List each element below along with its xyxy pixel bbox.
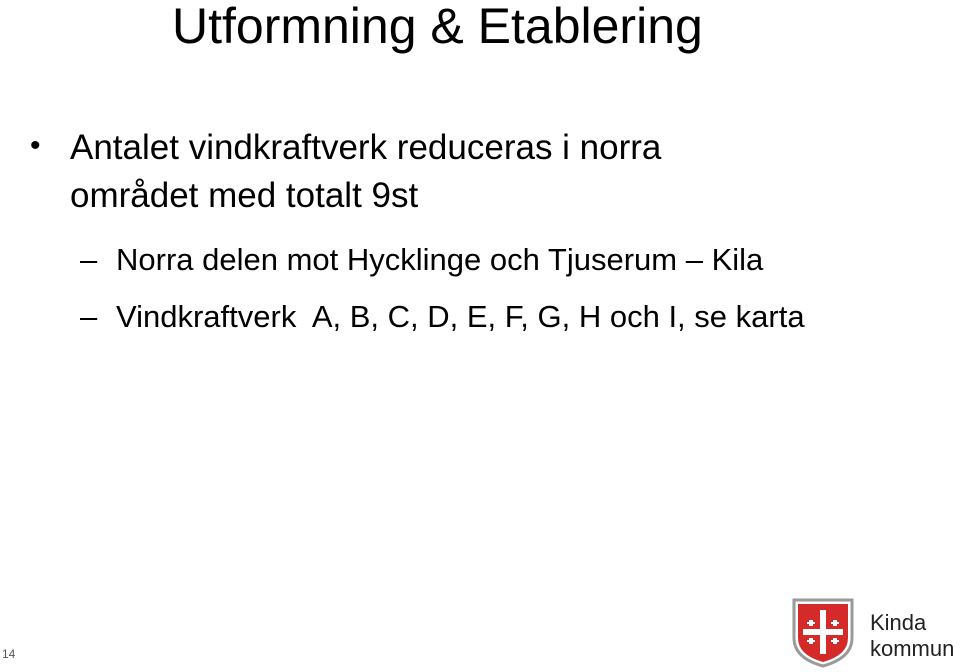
page-number: 14 bbox=[2, 647, 16, 661]
kinda-kommun-logo bbox=[792, 598, 960, 668]
sub-bullet-item bbox=[80, 240, 763, 280]
logo-wordmark bbox=[870, 610, 954, 662]
kinda-kommun-cross-shield-icon bbox=[792, 598, 854, 668]
bullet-item bbox=[30, 124, 790, 220]
bullet-text: Antalet vindkraftverk reduceras i norra området med totalt 9st bbox=[70, 128, 662, 215]
sub-bullet-marker: – bbox=[80, 242, 98, 277]
sub-bullet-text: Norra delen mot Hycklinge och Tjuserum – Kila bbox=[116, 242, 764, 277]
sub-bullet-marker: – bbox=[80, 299, 98, 334]
logo-line-kinda: Kinda bbox=[870, 610, 927, 635]
logo-line-kommun: kommun bbox=[870, 636, 955, 661]
sub-bullet-text: Vindkraftverk A, B, C, D, E, F, G, H och I, se karta bbox=[116, 299, 805, 334]
sub-bullet-item bbox=[80, 297, 805, 337]
slide-title: Utformning & Etablering bbox=[172, 0, 703, 54]
bullet-marker: • bbox=[30, 129, 41, 162]
